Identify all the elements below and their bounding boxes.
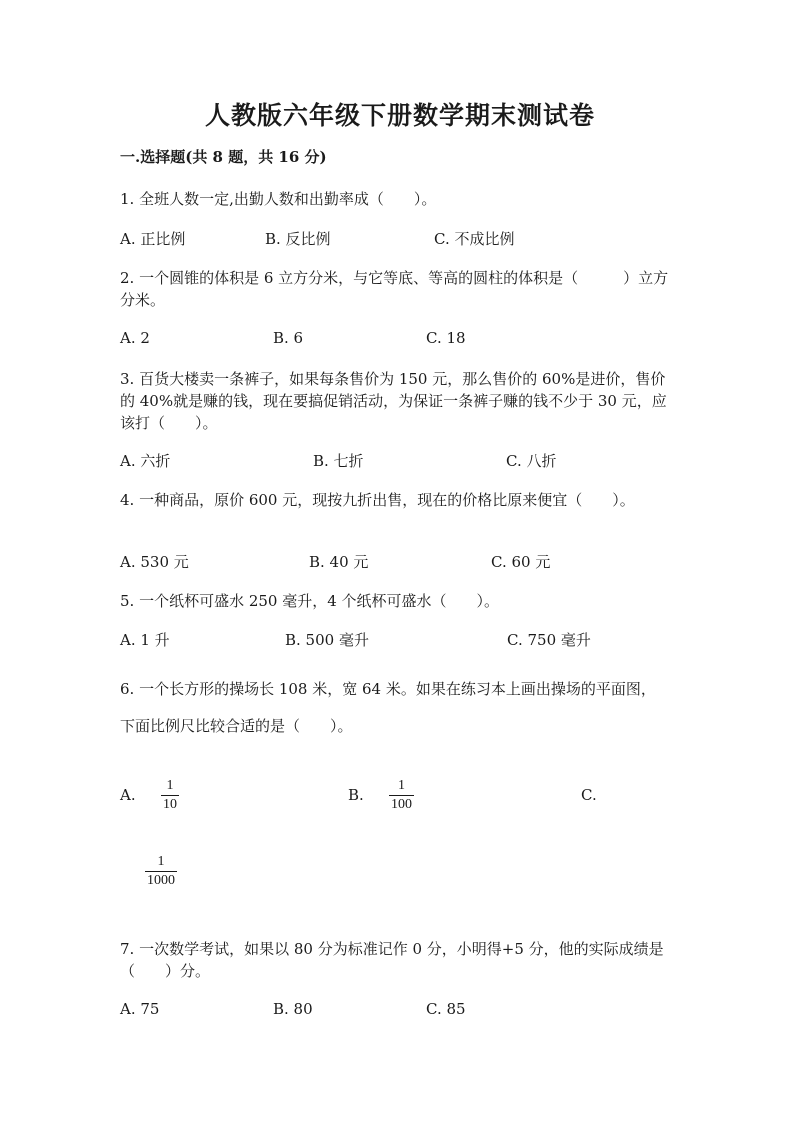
question-1: 1. 全班人数一定,出勤人数和出勤率成（ ）。: [120, 190, 437, 208]
q7-option-c: C. 85: [426, 1000, 466, 1018]
q3-option-b: B. 七折: [313, 452, 364, 470]
fraction-numerator: 1: [166, 778, 174, 793]
fraction-numerator: 1: [157, 854, 165, 869]
question-4: 4. 一种商品，原价 600 元，现按九折出售，现在的价格比原来便宜（ ）。: [120, 491, 635, 509]
question-2: 2. 一个圆锥的体积是 6 立方分米，与它等底、等高的圆柱的体积是（ ）立方分米。: [120, 269, 669, 309]
question-3: 3. 百货大楼卖一条裤子，如果每条售价为 150 元，那么售价的 60%是进价，售价的 40%就是赚的钱，现在要搞促销活动，为保证一条裤子赚的钱不少于 30 元，应该打（ ）。: [120, 370, 667, 432]
question-6: 6. 一个长方形的操场长 108 米，宽 64 米。如果在练习本上画出操场的平面图，: [120, 680, 656, 698]
q2-option-a: A. 2: [120, 329, 150, 347]
question-7: 7. 一次数学考试，如果以 80 分为标准记作 0 分，小明得+5 分，他的实际成绩是（ ）分。: [120, 940, 664, 980]
fraction-bar: [145, 871, 177, 872]
q2-option-b: B. 6: [273, 329, 304, 347]
q4-option-b: B. 40 元: [309, 553, 369, 571]
fraction-denominator: 1000: [147, 873, 175, 888]
q3-option-a: A. 六折: [120, 452, 171, 470]
q2-option-c: C. 18: [426, 329, 466, 347]
q4-option-a: A. 530 元: [120, 553, 189, 571]
q6-option-a: A.: [120, 786, 136, 804]
fraction-denominator: 10: [163, 797, 177, 812]
q1-option-a: A. 正比例: [120, 230, 186, 248]
fraction-bar: [161, 795, 179, 796]
fraction-bar: [389, 795, 414, 796]
q4-option-c: C. 60 元: [491, 553, 551, 571]
question-5: 5. 一个纸杯可盛水 250 毫升，4 个纸杯可盛水（ ）。: [120, 592, 500, 610]
q6-option-c: C.: [581, 786, 597, 804]
q6-option-a-fraction: [161, 778, 179, 813]
section-heading: 一.选择题(共 8 题，共 16 分): [120, 148, 327, 166]
q7-option-a: A. 75: [120, 1000, 160, 1018]
q6-option-c-fraction: [145, 854, 177, 889]
q5-option-a: A. 1 升: [120, 631, 170, 649]
q5-option-c: C. 750 毫升: [507, 631, 591, 649]
page-title: 人教版六年级下册数学期末测试卷: [204, 101, 595, 130]
q3-option-c: C. 八折: [506, 452, 557, 470]
q5-option-b: B. 500 毫升: [285, 631, 369, 649]
q6-option-b-fraction: [389, 778, 414, 813]
question-6-line2: 下面比例尺比较合适的是（ ）。: [120, 717, 353, 735]
q6-option-b: B.: [348, 786, 364, 804]
q7-option-b: B. 80: [273, 1000, 313, 1018]
q1-option-b: B. 反比例: [265, 230, 331, 248]
fraction-denominator: 100: [391, 797, 412, 812]
fraction-numerator: 1: [398, 778, 405, 793]
q1-option-c: C. 不成比例: [434, 230, 515, 248]
